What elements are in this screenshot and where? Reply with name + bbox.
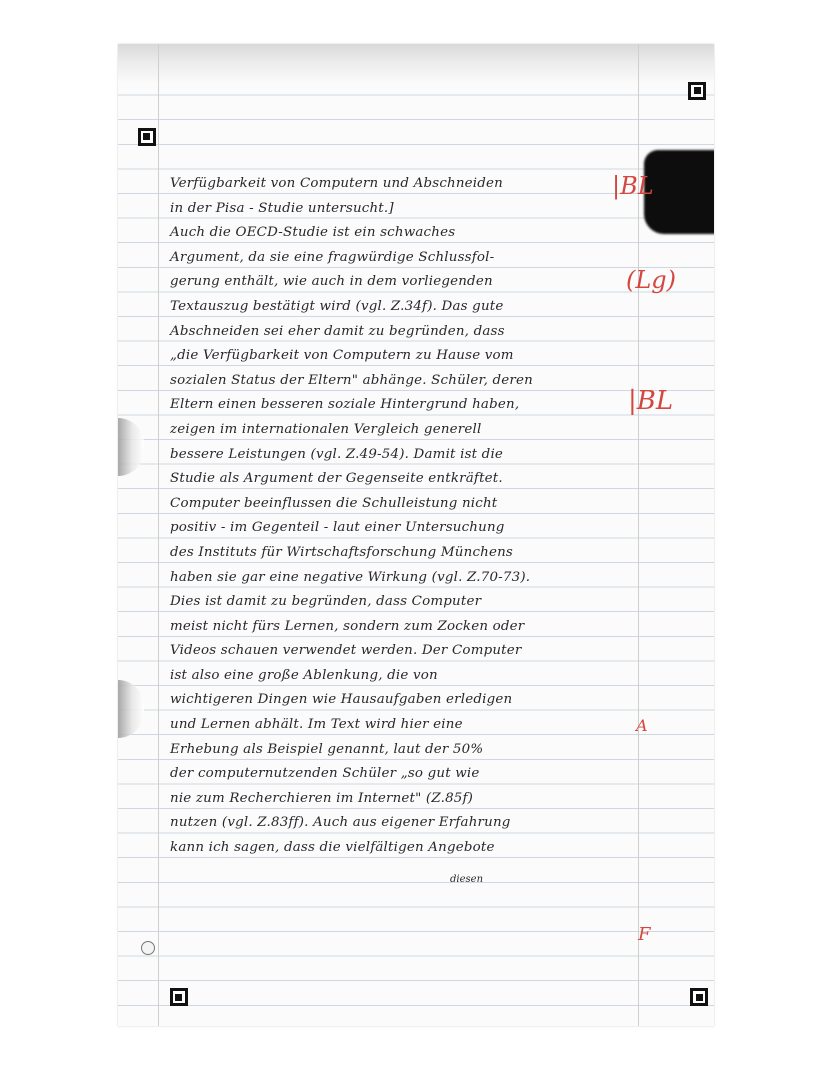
text-line: Videos schauen verwendet werden. Der Computer [170, 643, 522, 659]
text-line: haben sie gar eine negative Wirkung (vgl. Z.70-73). [170, 569, 531, 585]
text-line: kann ich sagen, dass die vielfältigen Angebote [170, 840, 495, 856]
corner-marker-bottom-right [690, 988, 708, 1006]
corner-marker-top-right [688, 82, 706, 100]
punch-hole [141, 941, 155, 955]
text-line: nie zum Recherchieren im Internet" (Z.85f) [170, 790, 474, 806]
corner-marker-bottom-left [170, 988, 188, 1006]
text-line: ist also eine große Ablenkung, die von [170, 667, 438, 683]
text-line: Dies ist damit zu begründen, dass Computer [170, 594, 482, 610]
text-line: der computernutzenden Schüler „so gut wie [170, 766, 480, 782]
text-line: Studie als Argument der Gegenseite entkräftet. [170, 471, 503, 487]
text-line: bessere Leistungen (vgl. Z.49-54). Damit ist die [170, 446, 504, 462]
text-line: Abschneiden sei eher damit zu begründen, dass [170, 323, 505, 339]
text-line: Verfügbarkeit von Computern und Abschneiden [170, 176, 503, 191]
notebook-page [118, 44, 714, 1026]
text-line: des Instituts für Wirtschaftsforschung Münchens [170, 544, 514, 560]
page-top-shadow [118, 44, 714, 84]
text-line: Eltern einen besseren soziale Hintergrund haben, [170, 397, 520, 413]
margin-note-f: F [638, 924, 651, 945]
text-line: meist nicht fürs Lernen, sondern zum Zocken oder [170, 618, 525, 634]
text-line: Textauszug bestätigt wird (vgl. Z.34f). Das gute [170, 298, 504, 314]
text-line: positiv - im Gegenteil - laut einer Untersuchung [170, 520, 505, 536]
text-line: sozialen Status der Eltern" abhänge. Schüler, deren [170, 372, 533, 388]
text-line: Erhebung als Beispiel genannt, laut der 50% [170, 741, 484, 757]
corner-marker-top-left [138, 128, 156, 146]
redacted-area [644, 150, 714, 234]
margin-note-lg: (Lg) [626, 266, 677, 294]
text-line: Argument, da sie eine fragwürdige Schlussfol- [170, 249, 495, 265]
margin-note-bl-1: |BL [612, 172, 654, 200]
text-line: nutzen (vgl. Z.83ff). Auch aus eigener Erfahrung [170, 815, 511, 831]
text-line: „die Verfügbarkeit von Computern zu Hause vom [170, 348, 514, 364]
text-line: wichtigeren Dingen wie Hausaufgaben erledigen [170, 692, 513, 708]
margin-note-bl-2: |BL [628, 386, 674, 416]
text-line: Auch die OECD-Studie ist ein schwaches [170, 225, 456, 241]
text-line: und Lernen abhält. Im Text wird hier eine [170, 717, 463, 733]
text-line: Computer beeinflussen die Schulleistung nicht [170, 495, 498, 511]
text-line: gerung enthält, wie auch in dem vorliegenden [170, 274, 493, 290]
left-margin-line [158, 44, 159, 1026]
text-line: zeigen im internationalen Vergleich generell [170, 421, 482, 437]
insertion-note: diesen [450, 874, 484, 885]
handwritten-text [170, 172, 610, 861]
margin-note-a: A [636, 716, 648, 735]
text-line: in der Pisa - Studie untersucht.] [170, 200, 394, 216]
